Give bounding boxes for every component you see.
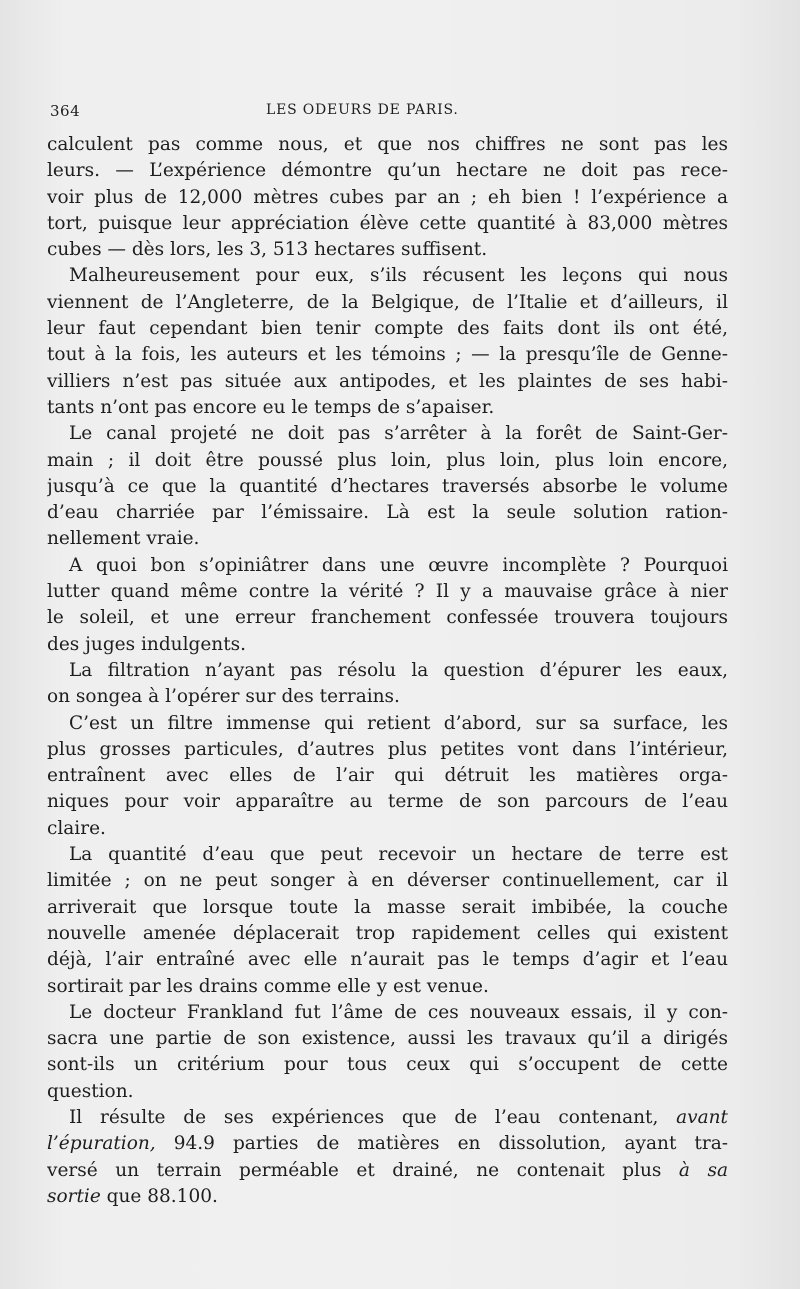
line-text: A quoi bon s’opiniâtrer dans une œuvre incomplète ? Pourquoi <box>69 554 728 576</box>
text-line <box>47 895 728 921</box>
line-text: le soleil, et une erreur franchement confessée trouvera toujours <box>47 607 728 629</box>
line-text: villiers n’est pas située aux antipodes, et les plaintes de ses habi- <box>47 370 728 392</box>
text-line <box>47 816 728 842</box>
body-text <box>47 132 728 1210</box>
line-text: leurs. — L’expérience démontre qu’un hectare ne doit pas rece- <box>47 160 728 182</box>
text-line <box>47 158 728 184</box>
line-text: entraînent avec elles de l’air qui détruit les matières orga- <box>47 765 728 787</box>
text-line <box>47 1105 728 1131</box>
line-text: des juges indulgents. <box>47 633 247 655</box>
text-line <box>47 868 728 894</box>
text-line <box>47 448 728 474</box>
line-text: niques pour voir apparaître au terme de son parcours de l’eau <box>47 791 728 813</box>
text-line <box>47 763 728 789</box>
text-line <box>47 553 728 579</box>
line-text: Il résulte de ses expériences que de l’eau contenant, <box>69 1106 677 1128</box>
line-text: on songea à l’opérer sur des terrains. <box>47 686 400 708</box>
line-text: nellement vraie. <box>47 528 200 550</box>
text-line <box>47 263 728 289</box>
line-text: voir plus de 12,000 mètres cubes par an ; eh bien ! l’expérience a <box>47 186 728 208</box>
line-text: calculent pas comme nous, et que nos chiffres ne sont pas les <box>47 134 728 155</box>
text-line <box>47 342 728 368</box>
line-text: sacra une partie de son existence, aussi les travaux qu’il a dirigés <box>47 1028 728 1050</box>
text-line <box>47 421 728 447</box>
text-line <box>47 132 728 158</box>
line-text: limitée ; on ne peut songer à en déverser continuellement, car il <box>47 870 728 892</box>
line-text: Malheureusement pour eux, s’ils récusent les leçons qui nous <box>69 265 728 287</box>
italic-text: l’épuration, <box>47 1133 156 1155</box>
running-title: LES ODEURS DE PARIS. <box>266 102 459 118</box>
text-line <box>47 1000 728 1026</box>
line-text: C’est un filtre immense qui retient d’abord, sur sa surface, les <box>69 712 728 734</box>
text-line <box>47 500 728 526</box>
text-line <box>47 1184 728 1210</box>
line-text: tants n’ont pas encore eu le temps de s’apaiser. <box>47 396 495 418</box>
text-line <box>47 369 728 395</box>
text-line <box>47 1052 728 1078</box>
line-text: viennent de l’Angleterre, de la Belgique, de l’Italie et d’ailleurs, il <box>47 291 728 313</box>
text-line <box>47 185 728 211</box>
text-line <box>47 1079 728 1105</box>
text-line <box>47 737 728 763</box>
line-text: La filtration n’ayant pas résolu la question d’épurer les eaux, <box>69 659 728 681</box>
line-text: sortirait par les drains comme elle y est venue. <box>47 975 489 997</box>
line-text: main ; il doit être poussé plus loin, plus loin, plus loin encore, <box>47 449 728 471</box>
line-text: leur faut cependant bien tenir compte des faits dont ils ont été, <box>47 318 728 340</box>
line-text: lutter quand même contre la vérité ? Il y a mauvaise grâce à nier <box>47 581 728 603</box>
line-text: Le docteur Frankland fut l’âme de ces nouveaux essais, il y con- <box>69 1001 728 1023</box>
line-text: versé un terrain perméable et drainé, ne contenait plus <box>47 1159 679 1181</box>
line-text: Le canal projeté ne doit pas s’arrêter à la forêt de Saint-Ger- <box>69 423 728 445</box>
italic-text: sortie <box>47 1185 101 1207</box>
text-line <box>47 711 728 737</box>
italic-text: avant <box>676 1106 728 1128</box>
text-line <box>47 526 728 552</box>
text-line <box>47 1158 728 1184</box>
line-text: claire. <box>47 817 106 839</box>
text-line <box>47 842 728 868</box>
line-text: tout à la fois, les auteurs et les témoins ; — la presqu’île de Genne- <box>47 344 728 366</box>
text-line <box>47 211 728 237</box>
text-line <box>47 290 728 316</box>
text-line <box>47 1026 728 1052</box>
text-line <box>47 237 728 263</box>
text-line <box>47 684 728 710</box>
line-text: 94.9 parties de matières en dissolution, ayant tra- <box>155 1133 728 1155</box>
text-line <box>47 579 728 605</box>
text-line <box>47 658 728 684</box>
line-text: déjà, l’air entraîné avec elle n’aurait pas le temps d’agir et l’eau <box>47 949 728 971</box>
line-text: jusqu’à ce que la quantité d’hectares traversés absorbe le volume <box>47 475 728 497</box>
line-text: d’eau charriée par l’émissaire. Là est la seule solution ration- <box>47 502 728 524</box>
text-line <box>47 921 728 947</box>
line-text: cubes — dès lors, les 3, 513 hectares suffisent. <box>47 239 488 261</box>
italic-text: à sa <box>678 1159 728 1181</box>
text-line <box>47 1131 728 1157</box>
line-text: que 88.100. <box>100 1185 218 1207</box>
line-text: nouvelle amenée déplacerait trop rapidement celles qui existent <box>47 922 728 944</box>
text-line <box>47 789 728 815</box>
page-header <box>50 100 730 124</box>
line-text: tort, puisque leur appréciation élève cette quantité à 83,000 mètres <box>47 212 728 234</box>
text-line <box>47 632 728 658</box>
text-line <box>47 605 728 631</box>
text-line <box>47 474 728 500</box>
text-line <box>47 947 728 973</box>
line-text: sont-ils un critérium pour tous ceux qui s’occupent de cette <box>47 1054 728 1076</box>
line-text: La quantité d’eau que peut recevoir un hectare de terre est <box>69 844 728 866</box>
line-text: arriverait que lorsque toute la masse serait imbibée, la couche <box>47 896 728 918</box>
page-number: 364 <box>50 102 81 120</box>
line-text: plus grosses particules, d’autres plus petites vont dans l’intérieur, <box>47 738 728 760</box>
text-line <box>47 395 728 421</box>
text-line <box>47 974 728 1000</box>
line-text: question. <box>47 1080 134 1102</box>
text-line <box>47 316 728 342</box>
